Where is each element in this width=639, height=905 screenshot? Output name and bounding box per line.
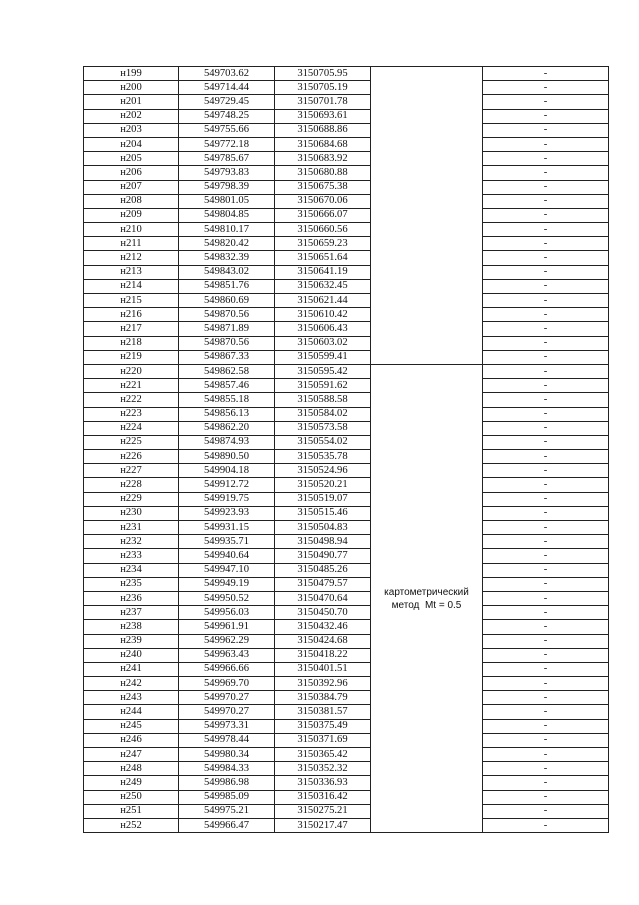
table-row — [84, 166, 609, 180]
x-coordinate-cell: 549871.89 — [179, 322, 275, 336]
table-row — [84, 137, 609, 151]
point-id-cell: н212 — [84, 251, 179, 265]
table-row — [84, 549, 609, 563]
precision-cell: - — [483, 620, 609, 634]
x-coordinate-cell: 549923.93 — [179, 506, 275, 520]
x-coordinate-cell: 549978.44 — [179, 733, 275, 747]
table-row — [84, 435, 609, 449]
table-row — [84, 393, 609, 407]
x-coordinate-cell: 549857.46 — [179, 379, 275, 393]
x-coordinate-cell: 549748.25 — [179, 109, 275, 123]
y-coordinate-cell: 3150573.58 — [275, 421, 371, 435]
y-coordinate-cell: 3150424.68 — [275, 634, 371, 648]
point-id-cell: н232 — [84, 535, 179, 549]
method-label-line-2: метод Mt = 0.5 — [391, 599, 462, 611]
x-coordinate-cell: 549970.27 — [179, 705, 275, 719]
point-id-cell: н229 — [84, 492, 179, 506]
x-coordinate-cell: 549904.18 — [179, 464, 275, 478]
point-id-cell: н231 — [84, 521, 179, 535]
table-row — [84, 776, 609, 790]
y-coordinate-cell: 3150610.42 — [275, 308, 371, 322]
point-id-cell: н226 — [84, 450, 179, 464]
x-coordinate-cell: 549862.58 — [179, 364, 275, 378]
point-id-cell: н219 — [84, 350, 179, 364]
point-id-cell: н222 — [84, 393, 179, 407]
point-id-cell: н228 — [84, 478, 179, 492]
point-id-cell: н224 — [84, 421, 179, 435]
table-row — [84, 308, 609, 322]
table-row — [84, 81, 609, 95]
table-row — [84, 705, 609, 719]
point-id-cell: н225 — [84, 435, 179, 449]
point-id-cell: н208 — [84, 194, 179, 208]
precision-cell: - — [483, 733, 609, 747]
precision-cell: - — [483, 790, 609, 804]
table-row — [84, 620, 609, 634]
y-coordinate-cell: 3150490.77 — [275, 549, 371, 563]
x-coordinate-cell: 549984.33 — [179, 762, 275, 776]
x-coordinate-cell: 549862.20 — [179, 421, 275, 435]
y-coordinate-cell: 3150336.93 — [275, 776, 371, 790]
y-coordinate-cell: 3150371.69 — [275, 733, 371, 747]
point-id-cell: н205 — [84, 152, 179, 166]
table-row — [84, 223, 609, 237]
point-id-cell: н251 — [84, 804, 179, 818]
point-id-cell: н201 — [84, 95, 179, 109]
point-id-cell: н243 — [84, 691, 179, 705]
table-row — [84, 407, 609, 421]
x-coordinate-cell: 549804.85 — [179, 208, 275, 222]
y-coordinate-cell: 3150515.46 — [275, 506, 371, 520]
x-coordinate-cell: 549832.39 — [179, 251, 275, 265]
y-coordinate-cell: 3150352.32 — [275, 762, 371, 776]
x-coordinate-cell: 549962.29 — [179, 634, 275, 648]
x-coordinate-cell: 549810.17 — [179, 223, 275, 237]
y-coordinate-cell: 3150705.19 — [275, 81, 371, 95]
x-coordinate-cell: 549985.09 — [179, 790, 275, 804]
point-id-cell: н218 — [84, 336, 179, 350]
x-coordinate-cell: 549855.18 — [179, 393, 275, 407]
precision-cell: - — [483, 407, 609, 421]
point-id-cell: н248 — [84, 762, 179, 776]
point-id-cell: н207 — [84, 180, 179, 194]
coordinates-table-wrapper — [83, 66, 608, 833]
y-coordinate-cell: 3150316.42 — [275, 790, 371, 804]
x-coordinate-cell: 549912.72 — [179, 478, 275, 492]
point-id-cell: н220 — [84, 364, 179, 378]
table-row — [84, 379, 609, 393]
x-coordinate-cell: 549703.62 — [179, 67, 275, 81]
table-row — [84, 67, 609, 81]
y-coordinate-cell: 3150381.57 — [275, 705, 371, 719]
y-coordinate-cell: 3150584.02 — [275, 407, 371, 421]
y-coordinate-cell: 3150632.45 — [275, 279, 371, 293]
coordinates-table-body — [84, 67, 609, 833]
point-id-cell: н203 — [84, 123, 179, 137]
point-id-cell: н204 — [84, 137, 179, 151]
precision-cell: - — [483, 450, 609, 464]
y-coordinate-cell: 3150375.49 — [275, 719, 371, 733]
x-coordinate-cell: 549919.75 — [179, 492, 275, 506]
x-coordinate-cell: 549931.15 — [179, 521, 275, 535]
coordinates-table — [83, 66, 609, 833]
point-id-cell: н236 — [84, 591, 179, 605]
precision-cell: - — [483, 478, 609, 492]
precision-cell: - — [483, 804, 609, 818]
y-coordinate-cell: 3150485.26 — [275, 563, 371, 577]
y-coordinate-cell: 3150680.88 — [275, 166, 371, 180]
method-cell-upper — [371, 67, 483, 365]
table-row — [84, 648, 609, 662]
y-coordinate-cell: 3150217.47 — [275, 818, 371, 832]
x-coordinate-cell: 549970.27 — [179, 691, 275, 705]
y-coordinate-cell: 3150554.02 — [275, 435, 371, 449]
x-coordinate-cell: 549961.91 — [179, 620, 275, 634]
y-coordinate-cell: 3150651.64 — [275, 251, 371, 265]
table-row — [84, 662, 609, 676]
x-coordinate-cell: 549785.67 — [179, 152, 275, 166]
table-row — [84, 265, 609, 279]
point-id-cell: н242 — [84, 677, 179, 691]
point-id-cell: н250 — [84, 790, 179, 804]
precision-cell: - — [483, 95, 609, 109]
y-coordinate-cell: 3150693.61 — [275, 109, 371, 123]
point-id-cell: н244 — [84, 705, 179, 719]
table-row — [84, 208, 609, 222]
y-coordinate-cell: 3150595.42 — [275, 364, 371, 378]
point-id-cell: н245 — [84, 719, 179, 733]
table-row — [84, 606, 609, 620]
table-row — [84, 591, 609, 605]
precision-cell: - — [483, 251, 609, 265]
precision-cell: - — [483, 194, 609, 208]
point-id-cell: н213 — [84, 265, 179, 279]
y-coordinate-cell: 3150641.19 — [275, 265, 371, 279]
table-row — [84, 577, 609, 591]
precision-cell: - — [483, 606, 609, 620]
precision-cell: - — [483, 336, 609, 350]
table-row — [84, 762, 609, 776]
precision-cell: - — [483, 223, 609, 237]
y-coordinate-cell: 3150519.07 — [275, 492, 371, 506]
table-row — [84, 535, 609, 549]
y-coordinate-cell: 3150535.78 — [275, 450, 371, 464]
precision-cell: - — [483, 152, 609, 166]
table-row — [84, 818, 609, 832]
y-coordinate-cell: 3150588.58 — [275, 393, 371, 407]
y-coordinate-cell: 3150666.07 — [275, 208, 371, 222]
table-row — [84, 719, 609, 733]
point-id-cell: н202 — [84, 109, 179, 123]
precision-cell: - — [483, 535, 609, 549]
precision-cell: - — [483, 435, 609, 449]
y-coordinate-cell: 3150401.51 — [275, 662, 371, 676]
point-id-cell: н214 — [84, 279, 179, 293]
table-row — [84, 350, 609, 364]
x-coordinate-cell: 549714.44 — [179, 81, 275, 95]
x-coordinate-cell: 549949.19 — [179, 577, 275, 591]
x-coordinate-cell: 549843.02 — [179, 265, 275, 279]
point-id-cell: н223 — [84, 407, 179, 421]
precision-cell: - — [483, 350, 609, 364]
y-coordinate-cell: 3150591.62 — [275, 379, 371, 393]
precision-cell: - — [483, 109, 609, 123]
precision-cell: - — [483, 166, 609, 180]
y-coordinate-cell: 3150606.43 — [275, 322, 371, 336]
precision-cell: - — [483, 818, 609, 832]
precision-cell: - — [483, 123, 609, 137]
precision-cell: - — [483, 577, 609, 591]
point-id-cell: н221 — [84, 379, 179, 393]
precision-cell: - — [483, 677, 609, 691]
point-id-cell: н227 — [84, 464, 179, 478]
precision-cell: - — [483, 308, 609, 322]
y-coordinate-cell: 3150660.56 — [275, 223, 371, 237]
point-id-cell: н238 — [84, 620, 179, 634]
precision-cell: - — [483, 421, 609, 435]
precision-cell: - — [483, 762, 609, 776]
table-row — [84, 95, 609, 109]
y-coordinate-cell: 3150450.70 — [275, 606, 371, 620]
point-id-cell: н234 — [84, 563, 179, 577]
y-coordinate-cell: 3150675.38 — [275, 180, 371, 194]
precision-cell: - — [483, 81, 609, 95]
table-row — [84, 109, 609, 123]
table-row — [84, 563, 609, 577]
table-row — [84, 123, 609, 137]
x-coordinate-cell: 549793.83 — [179, 166, 275, 180]
table-row — [84, 364, 609, 378]
precision-cell: - — [483, 67, 609, 81]
y-coordinate-cell: 3150659.23 — [275, 237, 371, 251]
point-id-cell: н216 — [84, 308, 179, 322]
x-coordinate-cell: 549867.33 — [179, 350, 275, 364]
point-id-cell: н233 — [84, 549, 179, 563]
table-row — [84, 677, 609, 691]
point-id-cell: н210 — [84, 223, 179, 237]
y-coordinate-cell: 3150684.68 — [275, 137, 371, 151]
y-coordinate-cell: 3150688.86 — [275, 123, 371, 137]
precision-cell: - — [483, 265, 609, 279]
table-row — [84, 322, 609, 336]
precision-cell: - — [483, 237, 609, 251]
table-row — [84, 421, 609, 435]
point-id-cell: н215 — [84, 294, 179, 308]
x-coordinate-cell: 549980.34 — [179, 748, 275, 762]
precision-cell: - — [483, 393, 609, 407]
y-coordinate-cell: 3150418.22 — [275, 648, 371, 662]
x-coordinate-cell: 549870.56 — [179, 336, 275, 350]
y-coordinate-cell: 3150479.57 — [275, 577, 371, 591]
point-id-cell: н239 — [84, 634, 179, 648]
point-id-cell: н252 — [84, 818, 179, 832]
point-id-cell: н209 — [84, 208, 179, 222]
x-coordinate-cell: 549890.50 — [179, 450, 275, 464]
y-coordinate-cell: 3150603.02 — [275, 336, 371, 350]
table-row — [84, 279, 609, 293]
point-id-cell: н235 — [84, 577, 179, 591]
precision-cell: - — [483, 691, 609, 705]
point-id-cell: н206 — [84, 166, 179, 180]
y-coordinate-cell: 3150470.64 — [275, 591, 371, 605]
x-coordinate-cell: 549772.18 — [179, 137, 275, 151]
precision-cell: - — [483, 634, 609, 648]
precision-cell: - — [483, 208, 609, 222]
x-coordinate-cell: 549950.52 — [179, 591, 275, 605]
precision-cell: - — [483, 776, 609, 790]
x-coordinate-cell: 549851.76 — [179, 279, 275, 293]
precision-cell: - — [483, 591, 609, 605]
table-row — [84, 464, 609, 478]
precision-cell: - — [483, 279, 609, 293]
table-row — [84, 237, 609, 251]
y-coordinate-cell: 3150599.41 — [275, 350, 371, 364]
x-coordinate-cell: 549856.13 — [179, 407, 275, 421]
x-coordinate-cell: 549860.69 — [179, 294, 275, 308]
point-id-cell: н211 — [84, 237, 179, 251]
table-row — [84, 450, 609, 464]
table-row — [84, 180, 609, 194]
y-coordinate-cell: 3150670.06 — [275, 194, 371, 208]
x-coordinate-cell: 549956.03 — [179, 606, 275, 620]
precision-cell: - — [483, 705, 609, 719]
y-coordinate-cell: 3150365.42 — [275, 748, 371, 762]
x-coordinate-cell: 549947.10 — [179, 563, 275, 577]
x-coordinate-cell: 549801.05 — [179, 194, 275, 208]
x-coordinate-cell: 549963.43 — [179, 648, 275, 662]
table-row — [84, 336, 609, 350]
precision-cell: - — [483, 719, 609, 733]
precision-cell: - — [483, 322, 609, 336]
table-row — [84, 294, 609, 308]
y-coordinate-cell: 3150520.21 — [275, 478, 371, 492]
x-coordinate-cell: 549973.31 — [179, 719, 275, 733]
precision-cell: - — [483, 137, 609, 151]
precision-cell: - — [483, 364, 609, 378]
point-id-cell: н246 — [84, 733, 179, 747]
precision-cell: - — [483, 464, 609, 478]
table-row — [84, 748, 609, 762]
table-row — [84, 691, 609, 705]
x-coordinate-cell: 549755.66 — [179, 123, 275, 137]
precision-cell: - — [483, 492, 609, 506]
y-coordinate-cell: 3150275.21 — [275, 804, 371, 818]
table-row — [84, 790, 609, 804]
y-coordinate-cell: 3150705.95 — [275, 67, 371, 81]
x-coordinate-cell: 549874.93 — [179, 435, 275, 449]
x-coordinate-cell: 549966.47 — [179, 818, 275, 832]
x-coordinate-cell: 549729.45 — [179, 95, 275, 109]
y-coordinate-cell: 3150683.92 — [275, 152, 371, 166]
x-coordinate-cell: 549935.71 — [179, 535, 275, 549]
table-row — [84, 478, 609, 492]
precision-cell: - — [483, 294, 609, 308]
table-row — [84, 521, 609, 535]
y-coordinate-cell: 3150392.96 — [275, 677, 371, 691]
y-coordinate-cell: 3150384.79 — [275, 691, 371, 705]
y-coordinate-cell: 3150498.94 — [275, 535, 371, 549]
point-id-cell: н199 — [84, 67, 179, 81]
table-row — [84, 804, 609, 818]
table-row — [84, 152, 609, 166]
precision-cell: - — [483, 563, 609, 577]
precision-cell: - — [483, 748, 609, 762]
precision-cell: - — [483, 521, 609, 535]
precision-cell: - — [483, 379, 609, 393]
x-coordinate-cell: 549820.42 — [179, 237, 275, 251]
point-id-cell: н237 — [84, 606, 179, 620]
y-coordinate-cell: 3150524.96 — [275, 464, 371, 478]
precision-cell: - — [483, 549, 609, 563]
point-id-cell: н230 — [84, 506, 179, 520]
table-row — [84, 492, 609, 506]
table-row — [84, 506, 609, 520]
method-label-line-1: картометрический — [384, 586, 469, 598]
precision-cell: - — [483, 662, 609, 676]
x-coordinate-cell: 549969.70 — [179, 677, 275, 691]
x-coordinate-cell: 549966.66 — [179, 662, 275, 676]
precision-cell: - — [483, 648, 609, 662]
table-row — [84, 733, 609, 747]
table-row — [84, 634, 609, 648]
method-cell — [371, 364, 483, 832]
x-coordinate-cell: 549940.64 — [179, 549, 275, 563]
point-id-cell: н240 — [84, 648, 179, 662]
point-id-cell: н200 — [84, 81, 179, 95]
point-id-cell: н249 — [84, 776, 179, 790]
x-coordinate-cell: 549870.56 — [179, 308, 275, 322]
y-coordinate-cell: 3150621.44 — [275, 294, 371, 308]
x-coordinate-cell: 549986.98 — [179, 776, 275, 790]
table-row — [84, 194, 609, 208]
y-coordinate-cell: 3150432.46 — [275, 620, 371, 634]
precision-cell: - — [483, 180, 609, 194]
point-id-cell: н247 — [84, 748, 179, 762]
point-id-cell: н217 — [84, 322, 179, 336]
point-id-cell: н241 — [84, 662, 179, 676]
table-row — [84, 251, 609, 265]
x-coordinate-cell: 549975.21 — [179, 804, 275, 818]
y-coordinate-cell: 3150504.83 — [275, 521, 371, 535]
precision-cell: - — [483, 506, 609, 520]
y-coordinate-cell: 3150701.78 — [275, 95, 371, 109]
x-coordinate-cell: 549798.39 — [179, 180, 275, 194]
